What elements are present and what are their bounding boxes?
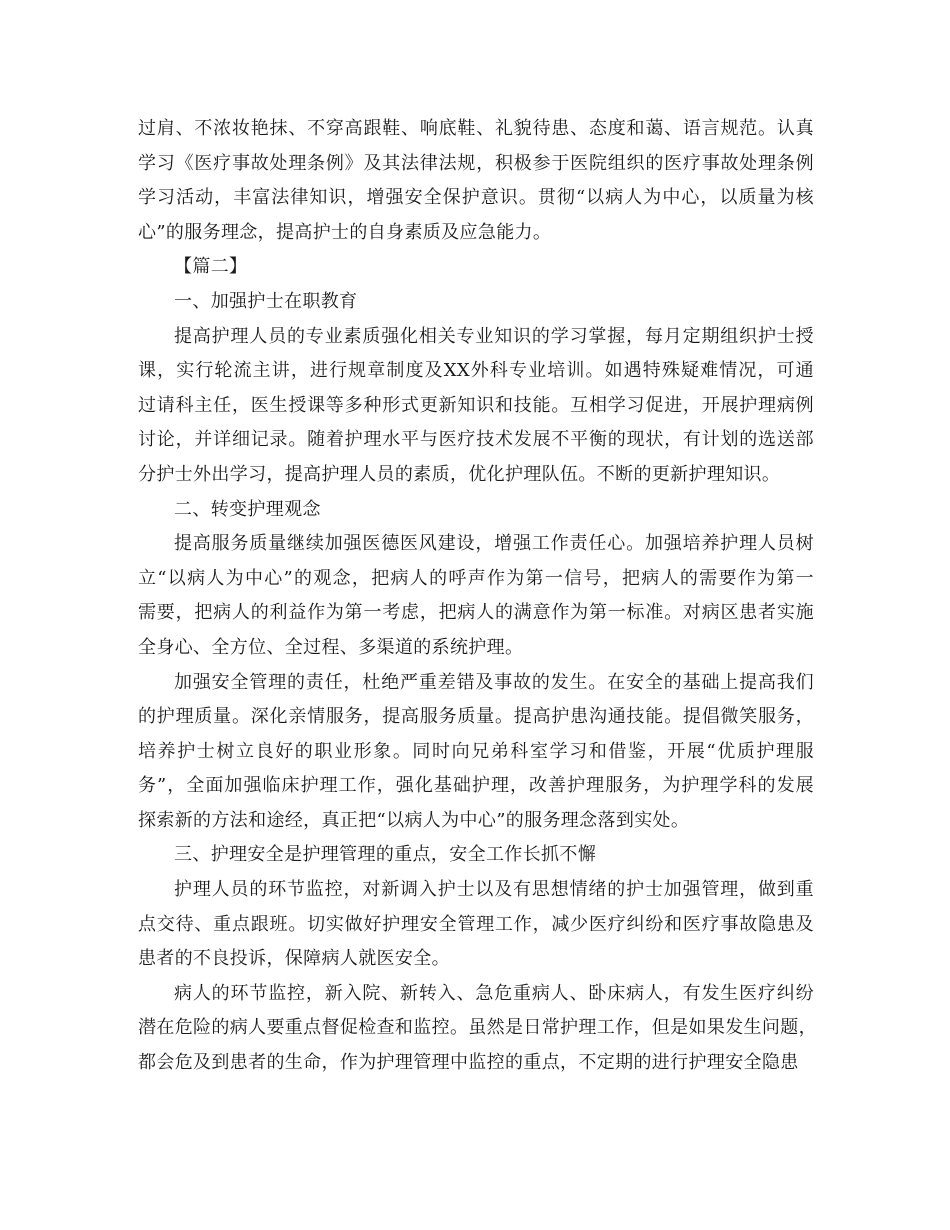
text-line: 都会危及到患者的生命，作为护理管理中监控的重点，不定期的进行护理安全隐患 bbox=[138, 1052, 799, 1074]
text-line: 过肩、不浓妆艳抹、不穿高跟鞋、响底鞋、礼貌待患、态度和蔼、语言规范。认真 bbox=[138, 118, 814, 139]
text-line: 加强安全管理的责任，杜绝严重差错及事故的发生。在安全的基础上提高我们 bbox=[174, 671, 814, 693]
section-heading bbox=[138, 838, 814, 873]
document-body bbox=[138, 112, 817, 1081]
text-line: 二、转变护理观念 bbox=[174, 498, 321, 520]
text-line: 点交待、重点跟班。切实做好护理安全管理工作，减少医疗纠纷和医疗事故隐患及 bbox=[138, 913, 814, 935]
text-line: 学习《医疗事故处理条例》及其法律法规，积极参于医院组织的医疗事故处理条例 bbox=[138, 152, 814, 174]
text-line: 一、加强护士在职教育 bbox=[174, 290, 358, 312]
text-line: 讨论，并详细记录。随着护理水平与医疗技术发展不平衡的现状，有计划的选送部 bbox=[138, 429, 814, 451]
text-line: 的护理质量。深化亲情服务，提高服务质量。提高护患沟通技能。提倡微笑服务， bbox=[138, 706, 814, 728]
text-line: 立“以病人为中心”的观念，把病人的呼声作为第一信号，把病人的需要作为第一 bbox=[138, 567, 814, 589]
paragraph bbox=[138, 112, 814, 250]
text-line: 提高护理人员的专业素质强化相关专业知识的学习掌握，每月定期组织护士授 bbox=[174, 325, 814, 347]
paragraph bbox=[138, 320, 814, 493]
text-line: 分护士外出学习，提高护理人员的素质，优化护理队伍。不断的更新护理知识。 bbox=[138, 463, 781, 485]
text-line: 培养护士树立良好的职业形象。同时向兄弟科室学习和借鉴，开展“优质护理服 bbox=[138, 740, 814, 762]
paragraph bbox=[138, 666, 814, 839]
text-line: 病人的环节监控，新入院、新转入、急危重病人、卧床病人，有发生医疗纠纷 bbox=[174, 982, 814, 1004]
paragraph bbox=[138, 873, 814, 977]
section-heading bbox=[138, 285, 814, 320]
text-line: 过请科主任，医生授课等多种形式更新知识和技能。互相学习促进，开展护理病例 bbox=[138, 394, 814, 416]
text-line: 三、护理安全是护理管理的重点，安全工作长抓不懈 bbox=[174, 844, 597, 866]
paragraph bbox=[138, 977, 817, 1081]
text-line: 务”，全面加强临床护理工作，强化基础护理，改善护理服务，为护理学科的发展 bbox=[138, 775, 814, 797]
text-line: 需要，把病人的利益作为第一考虑，把病人的满意作为第一标准。对病区患者实施 bbox=[138, 602, 814, 624]
section-heading bbox=[138, 493, 814, 528]
text-line: 提高服务质量继续加强医德医风建设，增强工作责任心。加强培养护理人员树 bbox=[174, 533, 814, 555]
text-line: 患者的不良投诉，保障病人就医安全。 bbox=[138, 948, 450, 970]
text-line: 心”的服务理念，提高护士的自身素质及应急能力。 bbox=[138, 221, 552, 243]
text-line: 探索新的方法和途经，真正把“以病人为中心”的服务理念落到实处。 bbox=[138, 809, 690, 831]
text-line: 学习活动，丰富法律知识，增强安全保护意识。贯彻“以病人为中心，以质量为核 bbox=[138, 187, 814, 209]
section-marker bbox=[138, 250, 814, 285]
text-line: 全身心、全方位、全过程、多渠道的系统护理。 bbox=[138, 636, 524, 658]
text-line: 课，实行轮流主讲，进行规章制度及XX外科专业培训。如遇特殊疑难情况，可通 bbox=[138, 360, 814, 382]
text-line: 护理人员的环节监控，对新调入护士以及有思想情绪的护士加强管理，做到重 bbox=[174, 879, 814, 901]
text-line: 【篇二】 bbox=[174, 256, 248, 278]
paragraph bbox=[138, 527, 814, 665]
text-line: 潜在危险的病人要重点督促检查和监控。虽然是日常护理工作，但是如果发生问题， bbox=[138, 1017, 817, 1039]
